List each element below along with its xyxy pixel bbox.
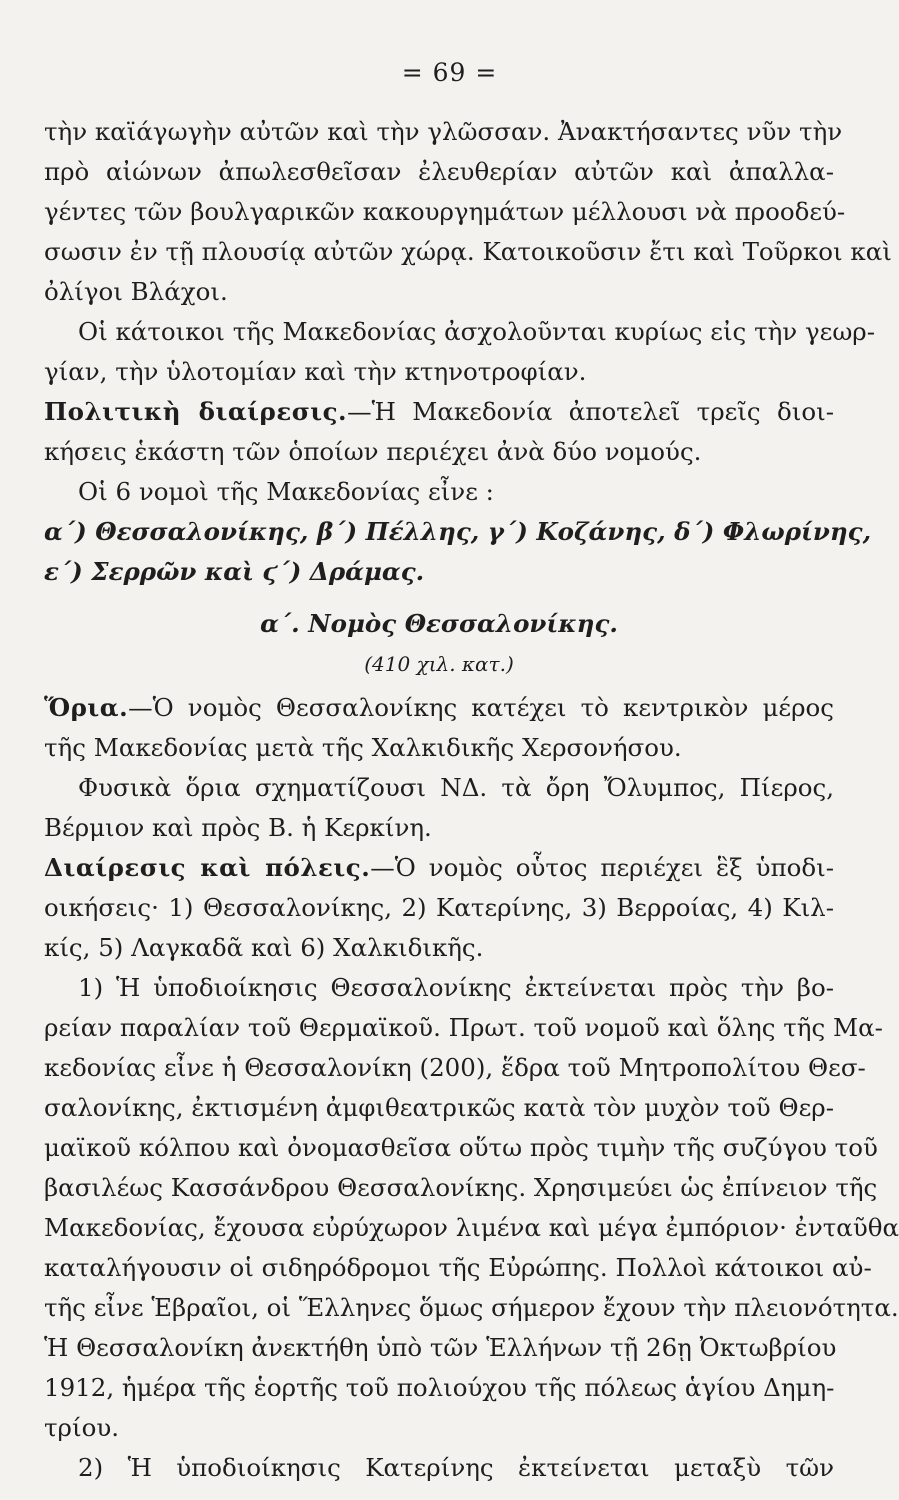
text-line: κήσεις ἑκάστη τῶν ὁποίων περιέχει ἀνὰ δύο νομούς. [44, 437, 702, 466]
text-line: Οἱ 6 νομοὶ τῆς Μακεδονίας εἶνε : [78, 477, 494, 506]
section-heading-division: Διαίρεσις καὶ πόλεις. [44, 853, 371, 882]
text-line: —Ἡ Μακεδονία ἀποτελεῖ τρεῖς διοι- [347, 397, 834, 426]
text-line: τὴν καϊάγωγὴν αὐτῶν καὶ τὴν γλῶσσαν. Ἀνακτήσαντες νῦν τὴν [44, 117, 843, 146]
paragraph-population [44, 112, 892, 312]
section-title [44, 604, 834, 644]
text-line: κεδονίας εἶνε ἡ Θεσσαλονίκη (200), ἕδρα τοῦ Μητροπολίτου Θεσ- [44, 1053, 866, 1082]
paragraph-borders [44, 688, 834, 768]
text-line: Φυσικὰ ὅρια σχηματίζουσι ΝΔ. τὰ ὄρη Ὄλυμπος, Πίερος, [78, 773, 834, 802]
page-text [44, 112, 899, 1488]
section-heading-borders: Ὅρια. [44, 693, 129, 722]
text-line: —Ὁ νομὸς οὗτος περιέχει ἓξ ὑποδι- [370, 853, 834, 882]
text-line: α΄) Θεσσαλονίκης, β΄) Πέλλης, γ΄) Κοζάνης, δ΄) Φλωρίνης, [44, 517, 872, 546]
paragraph-katerini [44, 1448, 834, 1488]
text-line: γέντες τῶν βουλγαρικῶν κακουργημάτων μέλλουσι νὰ προοδεύ- [44, 197, 846, 226]
text-line: 1) Ἡ ὑποδιοίκησις Θεσσαλονίκης ἐκτείνεται πρὸς τὴν βο- [78, 973, 834, 1002]
paragraph-political-division [44, 392, 834, 472]
text-line: τρίου. [44, 1413, 119, 1442]
text-line: τῆς εἶνε Ἑβραῖοι, οἱ Ἕλληνες ὅμως σήμερον ἔχουν τὴν πλειονότητα. [44, 1293, 899, 1322]
text-line: ρείαν παραλίαν τοῦ Θερμαϊκοῦ. Πρωτ. τοῦ νομοῦ καὶ ὅλης τῆς Μα- [44, 1013, 883, 1042]
text-line: βασιλέως Κασσάνδρου Θεσσαλονίκης. Χρησιμεύει ὡς ἐπίνειον τῆς [44, 1173, 878, 1202]
text-line: τῆς Μακεδονίας μετὰ τῆς Χαλκιδικῆς Χερσονήσου. [44, 733, 682, 762]
text-line: πρὸ αἰώνων ἀπωλεσθεῖσαν ἐλευθερίαν αὐτῶν καὶ ἀπαλλα- [44, 157, 834, 186]
text-line: ὀλίγοι Βλάχοι. [44, 277, 228, 306]
text-line: σωσιν ἐν τῇ πλουσίᾳ αὐτῶν χώρᾳ. Κατοικοῦσιν ἔτι καὶ Τοῦρκοι καὶ [44, 237, 892, 266]
text-line: οικήσεις· 1) Θεσσαλονίκης, 2) Κατερίνης, 3) Βερροίας, 4) Κιλ- [44, 893, 834, 922]
text-line: μαϊκοῦ κόλπου καὶ ὀνομασθεῖσα οὕτω πρὸς τιμὴν τῆς συζύγου τοῦ [44, 1133, 878, 1162]
text-line: γίαν, τὴν ὑλοτομίαν καὶ τὴν κτηνοτροφίαν. [44, 357, 587, 386]
section-subtitle [44, 644, 834, 684]
text-line: 1912, ἡμέρα τῆς ἑορτῆς τοῦ πολιούχου τῆς πόλεως ἁγίου Δημη- [44, 1373, 835, 1402]
text-line: κίς, 5) Λαγκαδᾶ καὶ 6) Χαλκιδικῆς. [44, 933, 484, 962]
section-subtitle-text: (410 χιλ. κατ.) [364, 652, 514, 676]
page-number: = 69 = [401, 58, 498, 87]
text-line: ε΄) Σερρῶν καὶ ϛ΄) Δράμας. [44, 557, 425, 586]
text-line: Ἡ Θεσσαλονίκη ἀνεκτήθη ὑπὸ τῶν Ἑλλήνων τῇ 26ῃ Ὀκτωβρίου [44, 1333, 837, 1362]
text-line: σαλονίκης, ἐκτισμένη ἀμφιθεατρικῶς κατὰ τὸν μυχὸν τοῦ Θερ- [44, 1093, 834, 1122]
section-title-text: α΄. Νομὸς Θεσσαλονίκης. [260, 609, 618, 638]
text-line: —Ὁ νομὸς Θεσσαλονίκης κατέχει τὸ κεντρικὸν μέρος [128, 693, 834, 722]
text-line: Μακεδονίας, ἔχουσα εὐρύχωρον λιμένα καὶ μέγα ἐμπόριον· ἐνταῦθα [44, 1213, 899, 1242]
section-heading-political: Πολιτικὴ διαίρεσις. [44, 397, 348, 426]
text-line: Βέρμιον καὶ πρὸς Β. ἡ Κερκίνη. [44, 813, 432, 842]
paragraph-nomoi-list [44, 512, 872, 592]
paragraph-occupations [44, 312, 875, 392]
text-line: 2) Ἡ ὑποδιοίκησις Κατερίνης ἐκτείνεται μεταξὺ τῶν [78, 1453, 834, 1482]
paragraph-division-cities [44, 848, 834, 968]
paragraph-natural-borders [44, 768, 834, 848]
text-line: καταλήγουσιν οἱ σιδηρόδρομοι τῆς Εὐρώπης. Πολλοὶ κάτοικοι αὐ- [44, 1253, 872, 1282]
text-line: Οἱ κάτοικοι τῆς Μακεδονίας ἀσχολοῦνται κυρίως εἰς τὴν γεωρ- [78, 317, 875, 346]
paragraph-thessaloniki [44, 968, 899, 1448]
paragraph-nomoi-intro [44, 472, 834, 512]
